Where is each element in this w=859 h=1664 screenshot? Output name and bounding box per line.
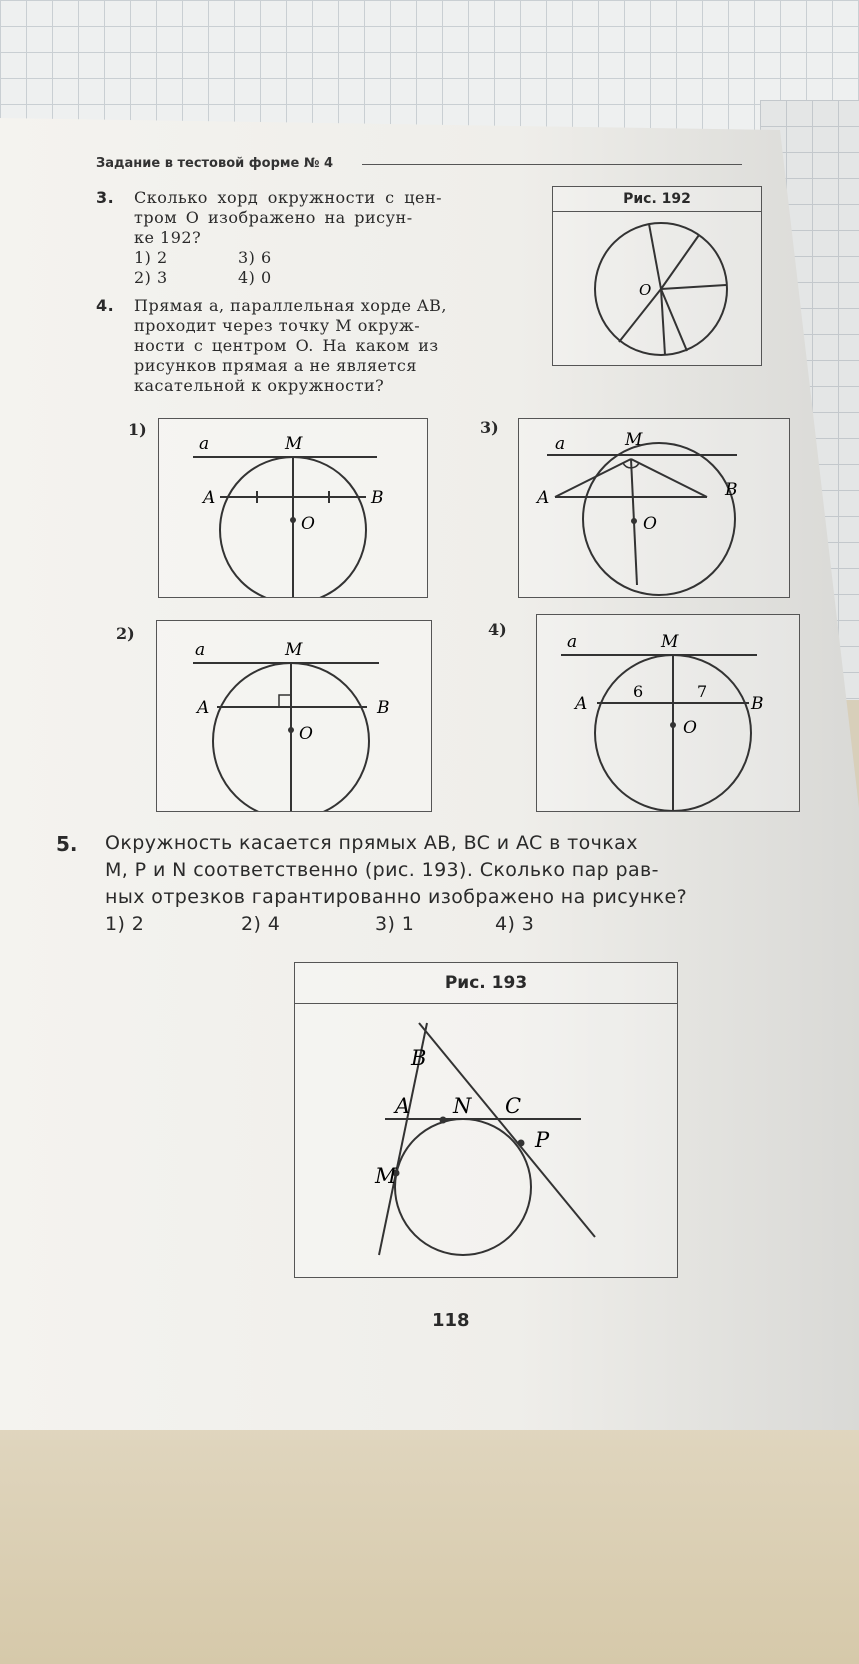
label-b: B bbox=[377, 698, 390, 718]
page-number: 118 bbox=[432, 1310, 470, 1331]
label-o: O bbox=[299, 724, 313, 744]
question-5-option[interactable]: 1) 2 bbox=[105, 913, 145, 935]
label-m: M bbox=[375, 1164, 397, 1188]
label-b: B bbox=[371, 488, 384, 508]
inscribed-circle bbox=[395, 1119, 531, 1255]
label-m: M bbox=[625, 430, 643, 450]
label-o: O bbox=[683, 718, 697, 738]
label-c: C bbox=[505, 1094, 522, 1118]
label-p: P bbox=[535, 1128, 550, 1152]
label-a-point: A bbox=[197, 698, 210, 718]
label-a-point: A bbox=[575, 694, 588, 714]
option-3-number[interactable]: 3) bbox=[480, 418, 499, 437]
option-3-figure[interactable] bbox=[518, 418, 790, 598]
point-p bbox=[518, 1140, 525, 1147]
right-angle-mark bbox=[279, 695, 291, 707]
option-4-figure[interactable] bbox=[536, 614, 800, 812]
question-3-line: тром O изображено на рисун- bbox=[134, 208, 413, 227]
option-4-drawing bbox=[537, 615, 799, 811]
question-3-number: 3. bbox=[96, 188, 115, 207]
label-m: M bbox=[661, 632, 679, 652]
center-point bbox=[288, 727, 294, 733]
option-1-number[interactable]: 1) bbox=[128, 420, 147, 439]
question-3-option[interactable]: 1) 2 bbox=[134, 248, 168, 267]
option-1-drawing bbox=[159, 419, 427, 597]
question-3-option[interactable]: 3) 6 bbox=[238, 248, 272, 267]
figure-192-drawing bbox=[553, 211, 761, 365]
label-6: 6 bbox=[633, 682, 644, 701]
question-5-number: 5. bbox=[56, 832, 78, 856]
label-m: M bbox=[285, 434, 303, 454]
option-2-number[interactable]: 2) bbox=[116, 624, 135, 643]
center-point bbox=[631, 518, 637, 524]
question-4-line: рисунков прямая a не является bbox=[134, 356, 417, 375]
figure-193-drawing bbox=[295, 1003, 677, 1277]
question-5-line: Окружность касается прямых AB, BC и AC в точках bbox=[105, 832, 638, 854]
label-a: a bbox=[195, 640, 206, 660]
question-5-option[interactable]: 3) 1 bbox=[375, 913, 415, 935]
line-bc bbox=[419, 1023, 595, 1237]
label-m: M bbox=[285, 640, 303, 660]
table-surface bbox=[0, 1420, 859, 1664]
figure-192 bbox=[552, 186, 762, 366]
question-5-option[interactable]: 4) 3 bbox=[495, 913, 535, 935]
option-1-figure[interactable] bbox=[158, 418, 428, 598]
label-n: N bbox=[453, 1094, 472, 1118]
figure-192-title: Рис. 192 bbox=[553, 187, 761, 212]
question-4-line: ности с центром O. На каком из bbox=[134, 336, 439, 355]
figure-193-title: Рис. 193 bbox=[295, 963, 677, 1004]
center-point bbox=[670, 722, 676, 728]
section-header: Задание в тестовой форме № 4 bbox=[96, 156, 334, 171]
label-b: B bbox=[751, 694, 764, 714]
question-4-number: 4. bbox=[96, 296, 115, 315]
label-b: B bbox=[411, 1046, 427, 1070]
label-7: 7 bbox=[697, 682, 708, 701]
question-4-line: проходит через точку M окруж- bbox=[134, 316, 421, 335]
option-4-number[interactable]: 4) bbox=[488, 620, 507, 639]
label-o: O bbox=[643, 514, 657, 534]
center-point bbox=[290, 517, 296, 523]
label-a: a bbox=[199, 434, 210, 454]
center-label: O bbox=[639, 281, 652, 299]
question-3-line: Сколько хорд окружности с цен- bbox=[134, 188, 443, 207]
question-3-line: ке 192? bbox=[134, 228, 202, 247]
label-b: B bbox=[725, 480, 738, 500]
label-o: O bbox=[301, 514, 315, 534]
label-a: a bbox=[567, 632, 578, 652]
option-2-figure[interactable] bbox=[156, 620, 432, 812]
question-4-line: Прямая a, параллельная хорде AB, bbox=[134, 296, 447, 315]
question-5 bbox=[105, 830, 687, 938]
label-a-point: A bbox=[203, 488, 216, 508]
question-4-line: касательной к окружности? bbox=[134, 376, 385, 395]
option-2-drawing bbox=[157, 621, 431, 811]
label-a: A bbox=[395, 1094, 411, 1118]
question-3-option[interactable]: 2) 3 bbox=[134, 268, 168, 287]
point-n bbox=[440, 1117, 447, 1124]
label-a-point: A bbox=[537, 488, 550, 508]
question-5-line: M, P и N соответственно (рис. 193). Сколько пар рав- bbox=[105, 859, 659, 881]
figure-193 bbox=[294, 962, 678, 1278]
question-5-option[interactable]: 2) 4 bbox=[241, 913, 281, 935]
label-a: a bbox=[555, 434, 566, 454]
circle-shape bbox=[583, 443, 735, 595]
option-3-drawing bbox=[519, 419, 789, 597]
question-3-option[interactable]: 4) 0 bbox=[238, 268, 272, 287]
header-rule bbox=[362, 164, 742, 165]
question-5-line: ных отрезков гарантированно изображено на рисунке? bbox=[105, 886, 688, 908]
